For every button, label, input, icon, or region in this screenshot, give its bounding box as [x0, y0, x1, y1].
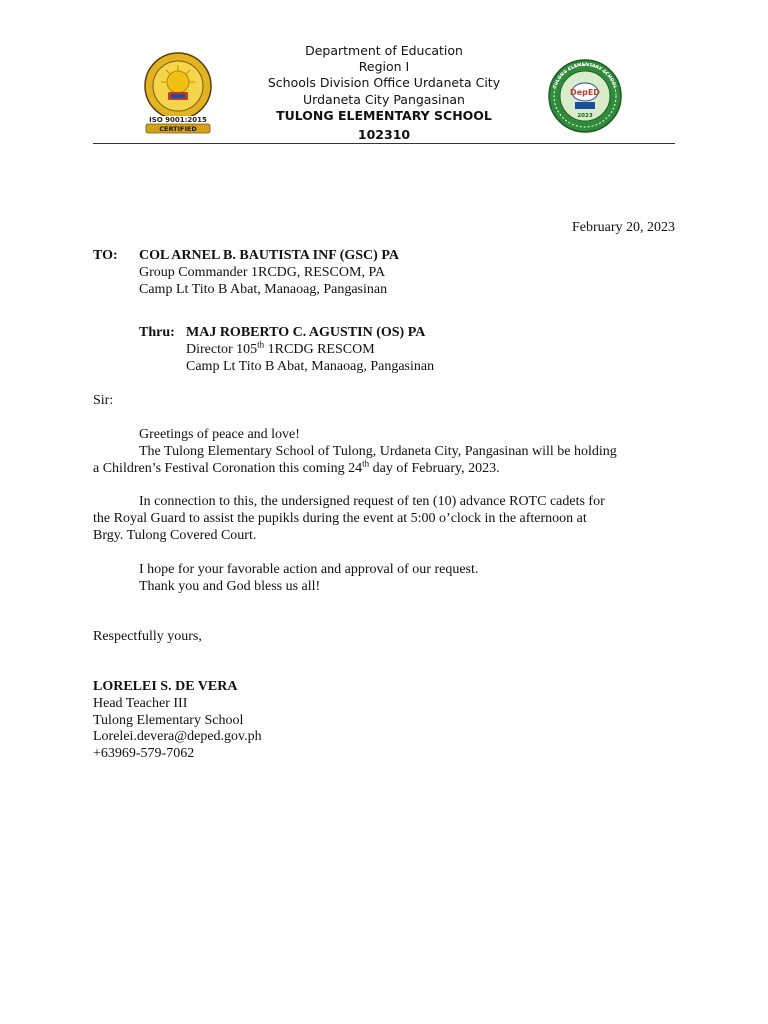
paragraph-3-line-2: Thank you and God bless us all! [139, 579, 321, 594]
paragraph-1-line-1: The Tulong Elementary School of Tulong, Urdaneta City, Pangasinan will be holding [139, 444, 617, 459]
thru-address: Camp Lt Tito B Abat, Manaoag, Pangasinan [186, 359, 435, 374]
letter-date: February 20, 2023 [571, 220, 675, 235]
paragraph-2-line-1: In connection to this, the undersigned request of ten (10) advance ROTC cadets for [139, 494, 605, 509]
salutation: Sir: [93, 393, 114, 408]
header-school-name: TULONG ELEMENTARY SCHOOL [276, 108, 492, 123]
thru-name: MAJ ROBERTO C. AGUSTIN (OS) PA [186, 325, 426, 340]
certified-badge: CERTIFIED [159, 125, 197, 133]
thru-label: Thru: [139, 325, 175, 340]
header-department: Department of Education [305, 43, 463, 58]
signatory-name: LORELEI S. DE VERA [93, 679, 238, 694]
paragraph-1-line-2: a Children’s Festival Coronation this coming 24th day of February, 2023. [93, 458, 500, 476]
svg-text:DepED: DepED [570, 88, 600, 97]
signatory-title: Head Teacher III [93, 696, 188, 711]
logo-year: 2023 [577, 113, 593, 119]
closing: Respectfully yours, [93, 629, 202, 644]
header-divider [93, 143, 675, 144]
paragraph-2-line-3: Brgy. Tulong Covered Court. [93, 528, 257, 543]
header-region: Region I [358, 59, 410, 74]
paragraph-2-line-2: the Royal Guard to assist the pupikls during the event at 5:00 o’clock in the afternoon at [93, 511, 587, 526]
header-city: Urdaneta City Pangasinan [303, 92, 465, 107]
signatory-phone: +63969-579-7062 [93, 746, 195, 761]
deped-school-logo [542, 58, 628, 134]
thru-position: Director 105th 1RCDG RESCOM [186, 339, 375, 357]
to-position: Group Commander 1RCDG, RESCOM, PA [139, 265, 386, 280]
header-division: Schools Division Office Urdaneta City [267, 75, 501, 90]
greeting: Greetings of peace and love! [139, 427, 300, 442]
iso-label: ISO 9001:2015 [149, 116, 207, 124]
to-name: COL ARNEL B. BAUTISTA INF (GSC) PA [139, 248, 399, 263]
header-school-id: 102310 [357, 127, 411, 142]
signatory-school: Tulong Elementary School [93, 713, 244, 728]
paragraph-3-line-1: I hope for your favorable action and approval of our request. [139, 562, 479, 577]
to-address: Camp Lt Tito B Abat, Manaoag, Pangasinan [139, 282, 388, 297]
logo-ring-text: TULONG ELEMENTARY SCHOOL [552, 62, 618, 90]
signatory-email: Lorelei.devera@deped.gov.ph [93, 729, 262, 744]
letterhead [0, 0, 768, 150]
to-label: TO: [93, 248, 118, 263]
